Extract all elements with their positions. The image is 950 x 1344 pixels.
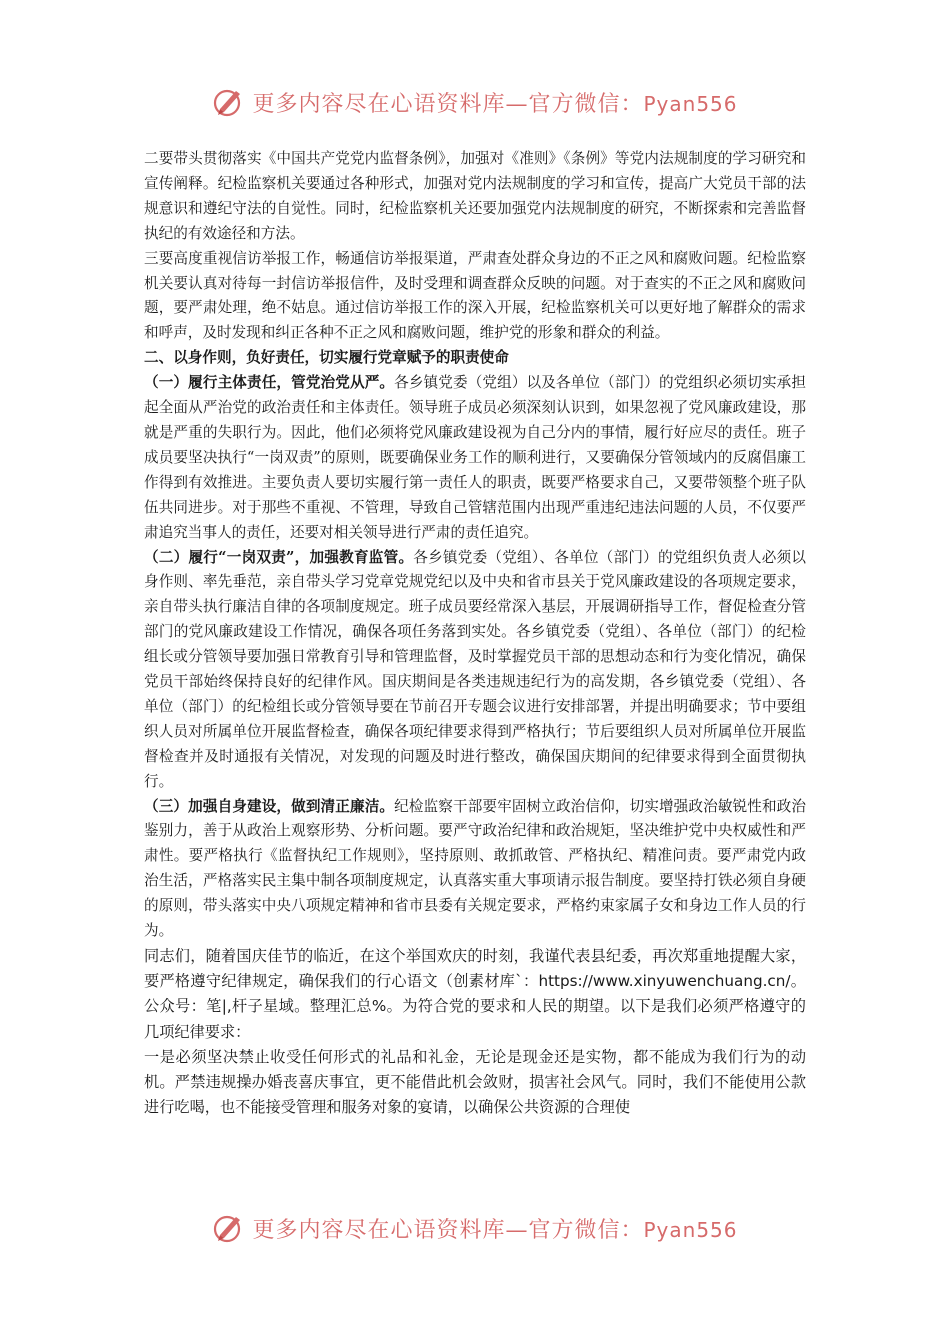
pen-logo-icon xyxy=(212,85,246,119)
paragraph-discipline-1: 一是必须坚决禁止收受任何形式的礼品和礼金，无论是现金还是实物，都不能成为我们行为的动机。严禁违规操办婚丧喜庆事宜，更不能借此机会敛财，损害社会风气。同时，我们不能使用公款进行吃喝，也不能接受管理和服务对象的宴请，以确保公共资源的合理使 xyxy=(144,1047,806,1117)
subsection-1 xyxy=(144,371,806,545)
subsection-3 xyxy=(144,795,806,944)
banner-text: 更多内容尽在心语资料库—官方微信：Pyan556 xyxy=(252,91,738,117)
subsection-1-title: （一）履行主体责任，管党治党从严。 xyxy=(144,374,395,392)
subsection-2-title: （二）履行“一岗双责”，加强教育监管。 xyxy=(144,548,414,566)
paragraph-2: 二要带头贯彻落实《中国共产党党内监督条例》，加强对《准则》《条例》等党内法规制度的学习研究和宣传阐释。纪检监察机关要通过各种形式，加强对党内法规制度的学习和宣传，提高广大党员干部的法规意识和遵纪守法的自觉性。同时，纪检监察机关还要加强党内法规制度的研究，不断探索和完善监督执纪的有效途径和方法。 xyxy=(144,150,806,242)
pen-logo-icon xyxy=(212,1211,246,1245)
paragraph-3: 三要高度重视信访举报工作，畅通信访举报渠道，严肃查处群众身边的不正之风和腐败问题。纪检监察机关要认真对待每一封信访举报信件，及时受理和调查群众反映的问题。对于查实的不正之风和腐败问题，要严肃处理，绝不姑息。通过信访举报工作的深入开展，纪检监察机关可以更好地了解群众的需求和呼声，及时发现和纠正各种不正之风和腐败问题，维护党的形象和群众的利益。 xyxy=(144,249,806,342)
paragraph-tongzhi: 同志们，随着国庆佳节的临近，在这个举国欢庆的时刻，我谨代表县纪委，再次郑重地提醒大家，要严格遵守纪律规定，确保我们的行心语文（创素材库`：https://www.xinyuwenchuang.cn/。公众号：笔|,杆子星域。整理汇总%。为符合党的要求和人民的期望。以下是我们必须严格遵守的几项纪律要求： xyxy=(144,947,806,1041)
subsection-1-body: 各乡镇党委（党组）以及各单位（部门）的党组织必须切实承担起全面从严治党的政治责任和主体责任。领导班子成员必须深刻认识到，如果忽视了党风廉政建设，那就是严重的失职行为。因此，他们必须将党风廉政建设视为自己分内的事情，履行好应尽的责任。班子成员要坚决执行“一岗双责”的原则，既要确保业务工作的顺利进行，又要确保分管领域内的反腐倡廉工作得到有效推进。主要负责人要切实履行第一责任人的职责，既要严格要求自己，又要带领整个班子队伍共同进步。对于那些不重视、不管理，导致自己管辖范围内出现严重违纪违法问题的人员，不仅要严肃追究当事人的责任，还要对相关领导进行严肃的责任追究。 xyxy=(144,374,806,541)
header-watermark-banner xyxy=(0,80,950,124)
subsection-3-title: （三）加强自身建设，做到清正廉洁。 xyxy=(144,797,395,815)
section-heading-2: 二、以身作则，负好责任，切实履行党章赋予的职责使命 xyxy=(144,349,509,367)
banner-text: 更多内容尽在心语资料库—官方微信：Pyan556 xyxy=(252,1217,738,1243)
subsection-3-body: 纪检监察干部要牢固树立政治信仰，切实增强政治敏锐性和政治鉴别力，善于从政治上观察形势、分析问题。要严守政治纪律和政治规矩，坚决维护党中央权威性和严肃性。要严格执行《监督执纪工作规则》，坚持原则、敢抓敢管、严格执纪、精准问责。要严肃党内政治生活，严格落实民主集中制各项制度规定，认真落实重大事项请示报告制度。要坚持打铁必须自身硬的原则，带头落实中央八项规定精神和省市县委有关规定要求，严格约束家属子女和身边工作人员的行为。 xyxy=(144,797,806,940)
subsection-2-body: 各乡镇党委（党组）、各单位（部门）的党组织负责人必须以身作则、率先垂范，亲自带头学习党章党规党纪以及中央和省市县关于党风廉政建设的各项规定要求，亲自带头执行廉洁自律的各项制度规定。班子成员要经常深入基层，开展调研指导工作，督促检查分管部门的党风廉政建设工作情况，确保各项任务落到实处。各乡镇党委（党组）、各单位（部门）的纪检组长或分管领导要加强日常教育引导和管理监督，及时掌握党员干部的思想动态和行为变化情况，确保党员干部始终保持良好的纪律作风。国庆期间是各类违规违纪行为的高发期，各乡镇党委（党组）、各单位（部门）的纪检组长或分管领导要在节前召开专题会议进行安排部署，并提出明确要求；节中要组织人员对所属单位开展监督检查，确保各项纪律要求得到严格执行；节后要组织人员对所属单位开展监督检查并及时通报有关情况，对发现的问题及时进行整改，确保国庆期间的纪律要求得到全面贯彻执行。 xyxy=(144,548,806,790)
subsection-2 xyxy=(144,546,806,795)
document-body xyxy=(144,147,806,1120)
footer-watermark-banner xyxy=(0,1206,950,1250)
